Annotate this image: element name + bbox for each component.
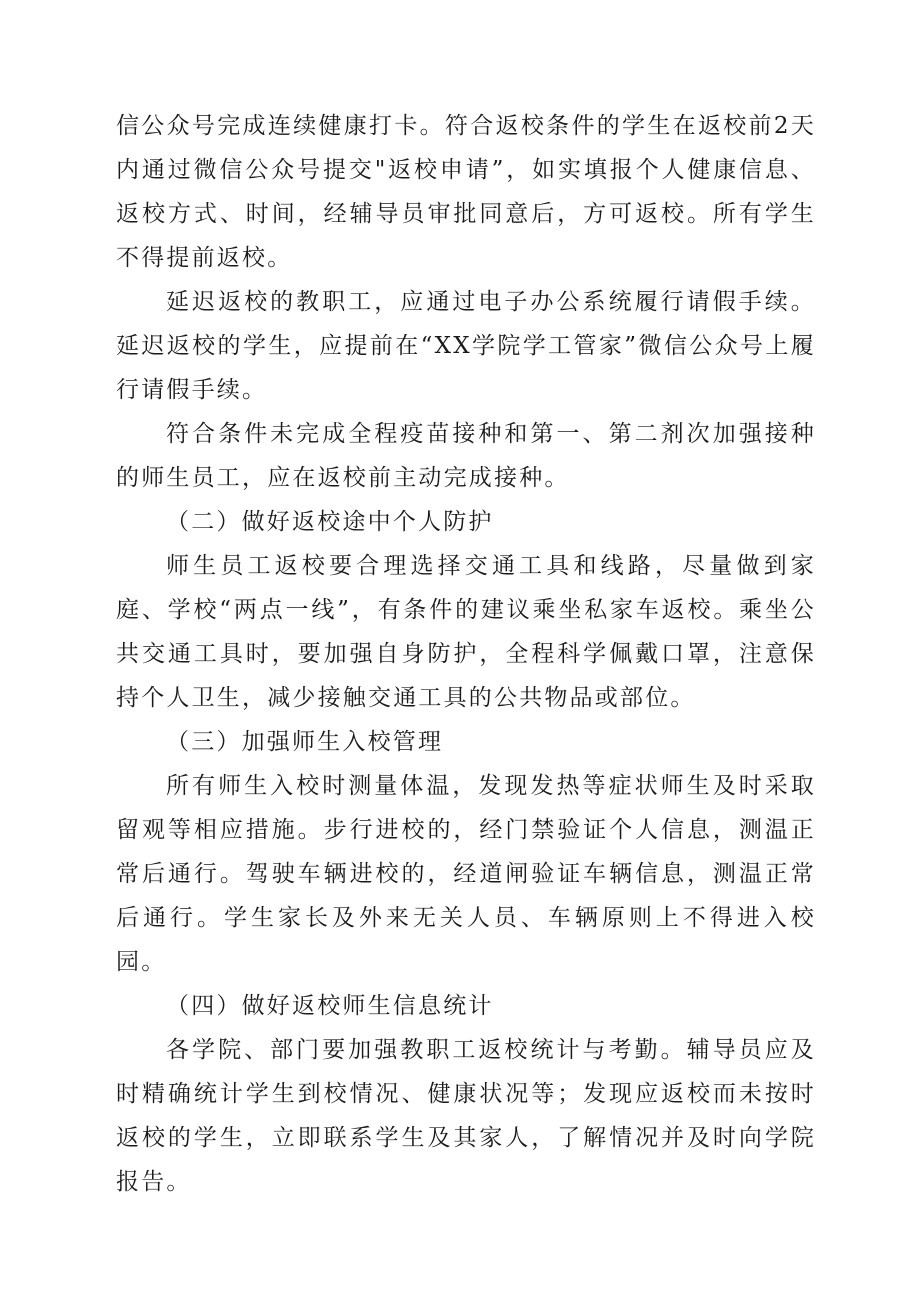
paragraph-vaccination: 符合条件未完成全程疫苗接种和第一、第二剂次加强接种的师生员工，应在返校前主动完成接种。 <box>116 421 816 491</box>
section-heading-2: （二）做好返校途中个人防护 <box>166 509 494 535</box>
section-heading-3: （三）加强师生入校管理 <box>166 729 444 755</box>
paragraph-travel-protection: 师生员工返校要合理选择交通工具和线路，尽量做到家庭、学校“两点一线”，有条件的建议乘坐私家车返校。乘坐公共交通工具时，要加强自身防护，全程科学佩戴口罩，注意保持个人卫生，减少接触交通工具的公共物品或部位。 <box>116 553 816 711</box>
document-body <box>116 104 816 1204</box>
paragraph-statistics: 各学院、部门要加强教职工返校统计与考勤。辅导员应及时精确统计学生到校情况、健康状况等；发现应返校而未按时返校的学生，立即联系学生及其家人，了解情况并及时向学院报告。 <box>116 1037 816 1195</box>
paragraph-health-checkin: 信公众号完成连续健康打卡。符合返校条件的学生在返校前2天内通过微信公众号提交"返校申请”，如实填报个人健康信息、返校方式、时间，经辅导员审批同意后，方可返校。所有学生不得提前返校。 <box>116 113 816 271</box>
paragraph-delayed-return: 延迟返校的教职工，应通过电子办公系统履行请假手续。延迟返校的学生，应提前在“XX学院学工管家”微信公众号上履行请假手续。 <box>116 289 816 403</box>
section-heading-4: （四）做好返校师生信息统计 <box>166 993 494 1019</box>
paragraph-campus-entry: 所有师生入校时测量体温，发现发热等症状师生及时采取留观等相应措施。步行进校的，经门禁验证个人信息，测温正常后通行。驾驶车辆进校的，经道闸验证车辆信息，测温正常后通行。学生家长及外来无关人员、车辆原则上不得进入校园。 <box>116 773 816 975</box>
